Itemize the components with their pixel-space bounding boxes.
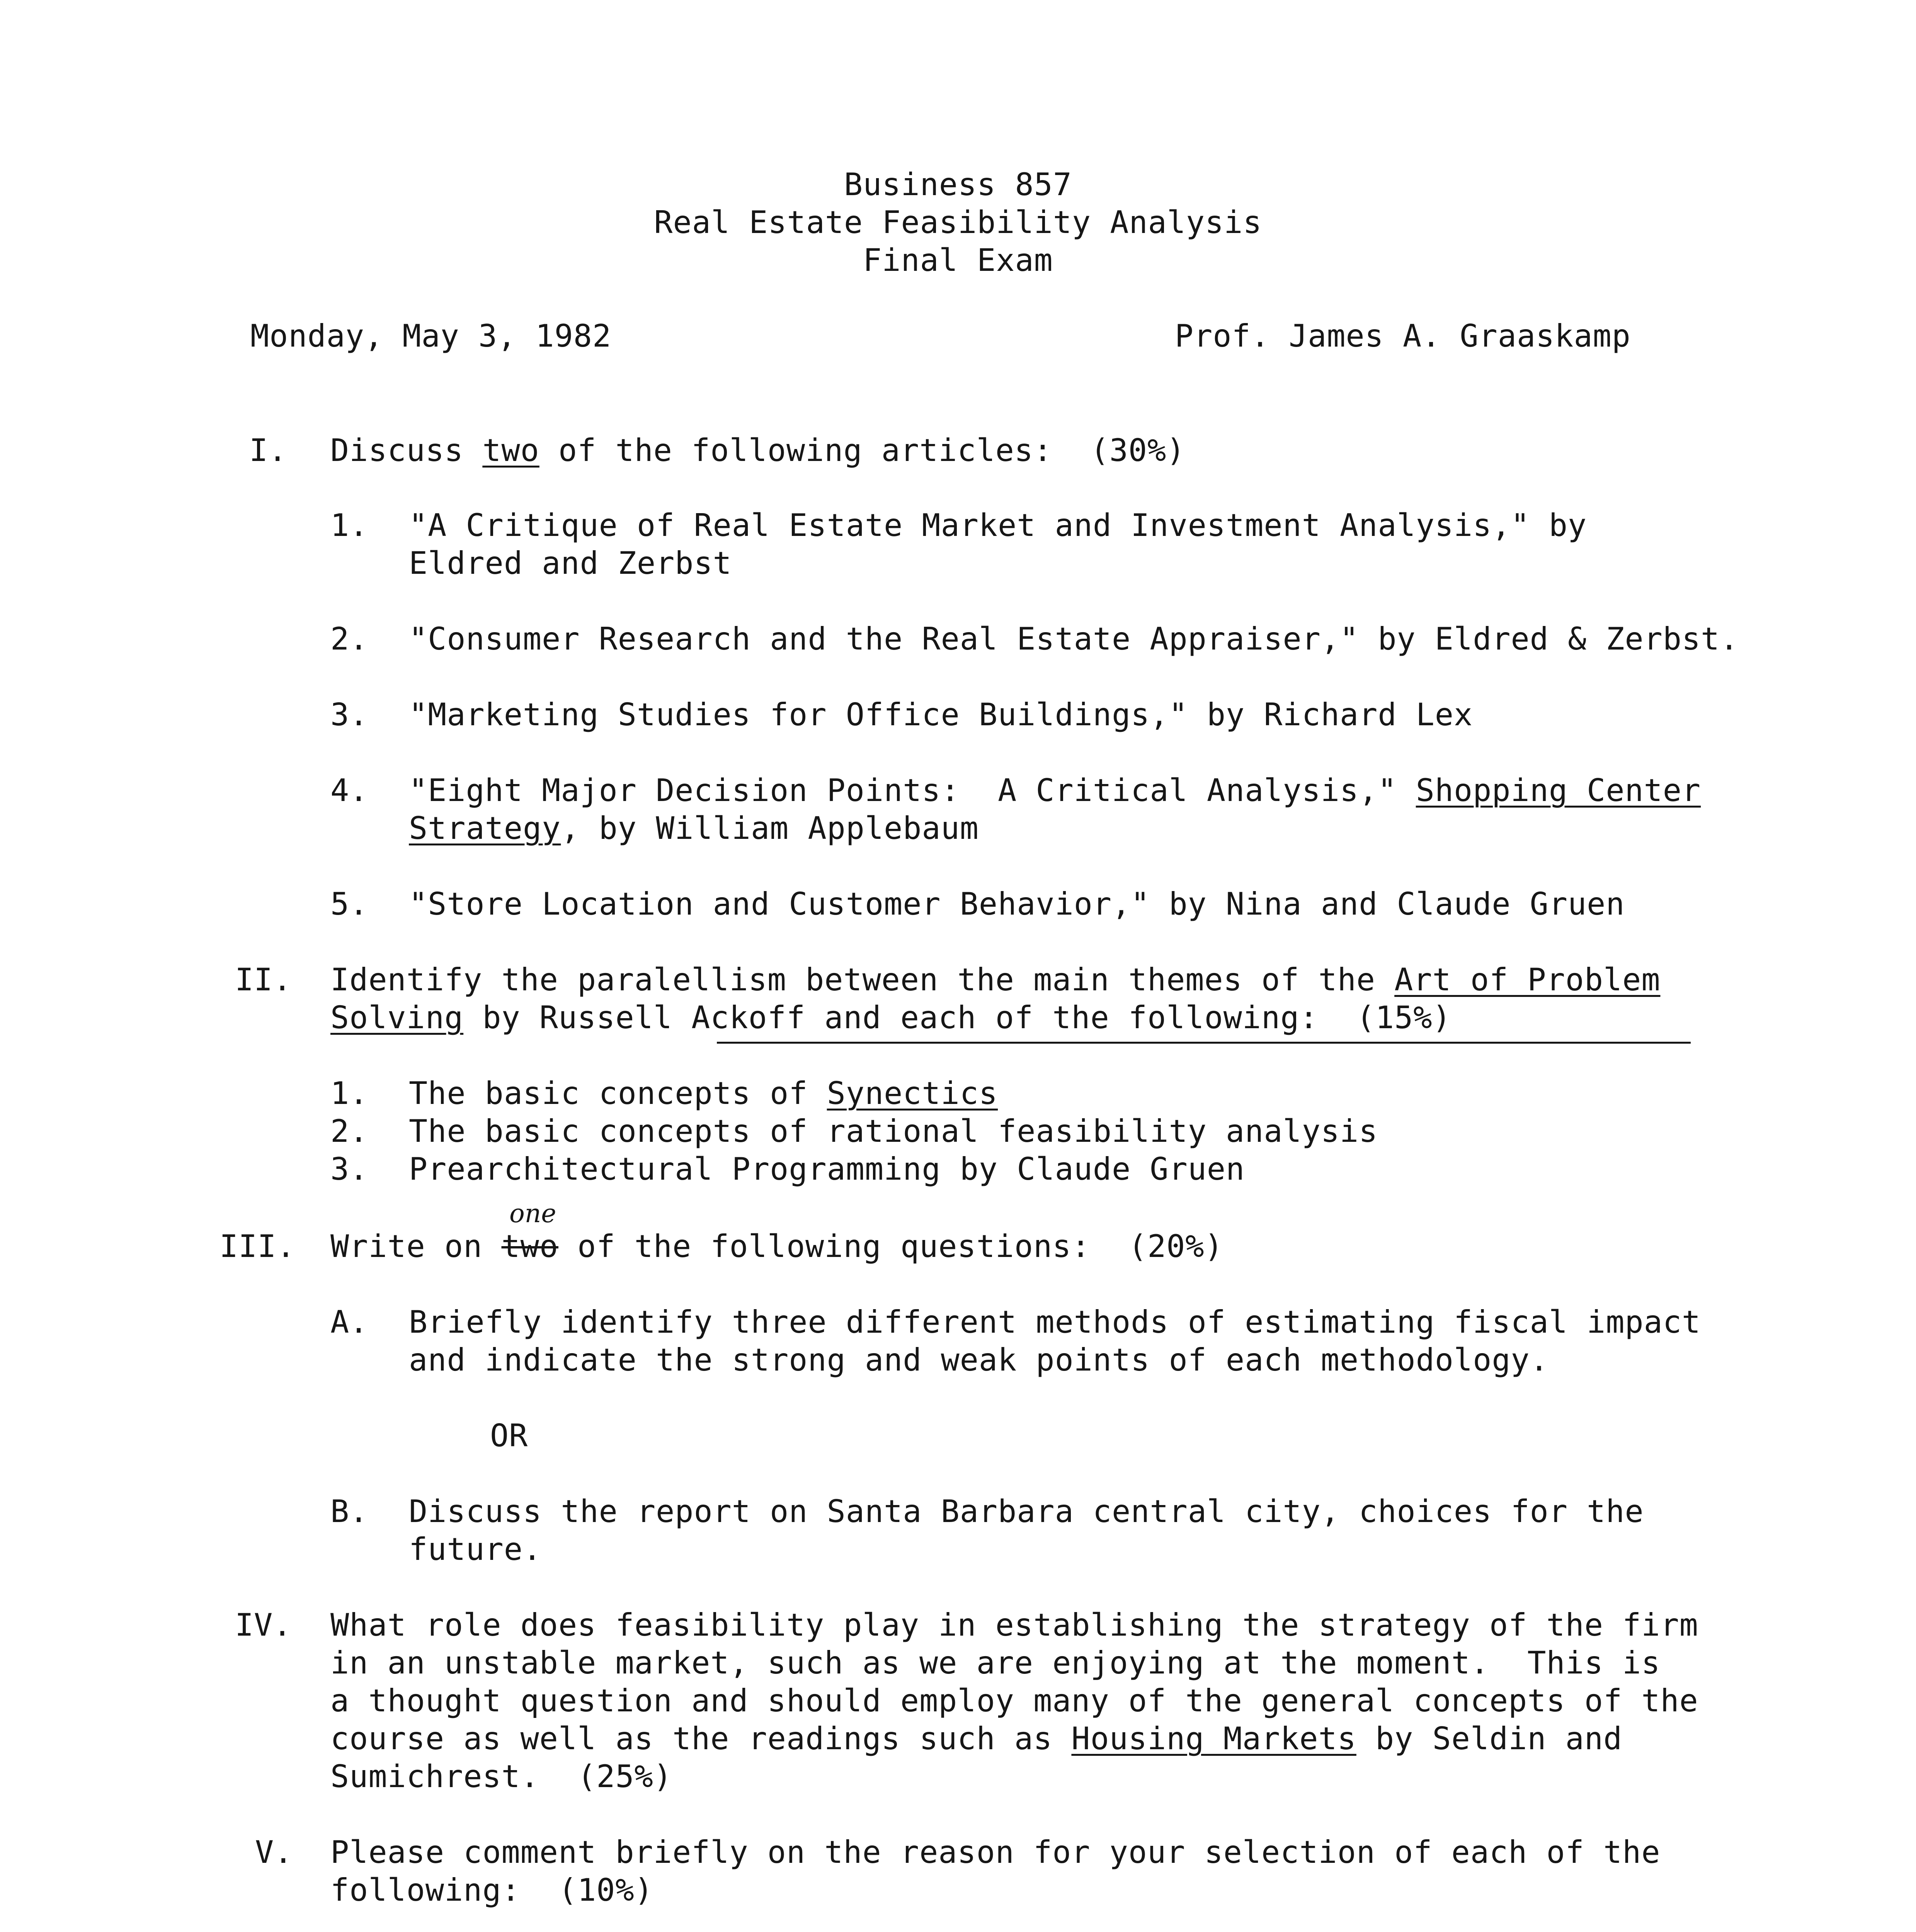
q1-item-1-line-2: Eldred and Zerbst [409,545,732,581]
course-title: Real Estate Feasibility Analysis [654,204,1262,240]
q3-option-a-line-2: and indicate the strong and weak points of each methodology. [409,1342,1549,1378]
q3-option-b-label: B. [330,1493,369,1529]
q2-line-2: Solving by Russell Ackoff and each of the following: (15%) [330,1000,1451,1036]
q1-item-4-number: 4. [330,772,369,808]
q2-item-1-text: The basic concepts of Synectics [409,1075,998,1111]
q1-item-5-number: 5. [330,886,369,922]
q2-item-2-number: 2. [330,1113,369,1149]
q2-number: II. [235,962,292,998]
q2-item-2-text: The basic concepts of rational feasibility analysis [409,1113,1378,1149]
q3-option-b-line-1: Discuss the report on Santa Barbara central city, choices for the [409,1493,1644,1529]
q1-number: I. [249,432,288,468]
q1-item-4-line-1: "Eight Major Decision Points: A Critical Analysis," Shopping Center [409,772,1701,808]
q2-line-1: Identify the paralellism between the main themes of the Art of Problem [330,962,1661,998]
q3-option-a-label: A. [330,1304,369,1340]
exam-date: Monday, May 3, 1982 [250,318,612,354]
q4-line-4: course as well as the readings such as Housing Markets by Seldin and [330,1721,1623,1757]
q4-line-1: What role does feasibility play in establishing the strategy of the firm [330,1607,1698,1643]
q3-or: OR [490,1418,528,1454]
q1-item-3-line-1: "Marketing Studies for Office Buildings," by Richard Lex [409,697,1473,733]
q1-item-1-number: 1. [330,507,369,543]
q4-number: IV. [235,1607,292,1643]
q3-handwritten-correction: one [509,1199,556,1228]
exam-title: Final Exam [863,242,1053,278]
q1-item-2-line-1: "Consumer Research and the Real Estate Appraiser," by Eldred & Zerbst. [409,621,1739,657]
q5-number: V. [255,1834,293,1870]
course-number: Business 857 [844,167,1072,202]
q4-line-5: Sumichrest. (25%) [330,1759,672,1794]
q4-line-3: a thought question and should employ many of the general concepts of the [330,1683,1698,1719]
q1-item-1-line-1: "A Critique of Real Estate Market and Investment Analysis," by [409,507,1587,543]
professor-name: Prof. James A. Graaskamp [1175,318,1631,354]
q1-prompt: Discuss two of the following articles: (30%) [330,432,1186,468]
q3-number: III. [220,1228,296,1264]
q1-item-5-line-1: "Store Location and Customer Behavior," by Nina and Claude Gruen [409,886,1625,922]
q4-line-2: in an unstable market, such as we are enjoying at the moment. This is [330,1645,1661,1681]
q1-item-3-number: 3. [330,697,369,733]
q1-item-2-number: 2. [330,621,369,657]
q2-item-3-number: 3. [330,1151,369,1187]
q3-option-b-line-2: future. [409,1531,542,1567]
q2-item-1-number: 1. [330,1075,369,1111]
q2-handwritten-underline [717,1042,1691,1044]
q5-line-1: Please comment briefly on the reason for your selection of each of the [330,1834,1661,1870]
q5-line-2: following: (10%) [330,1872,653,1908]
q3-option-a-line-1: Briefly identify three different methods of estimating fiscal impact [409,1304,1701,1340]
q1-item-4-line-2: Strategy, by William Applebaum [409,810,979,846]
q3-prompt: Write on two of the following questions: (20%) [330,1228,1223,1264]
q2-item-3-text: Prearchitectural Programming by Claude Gruen [409,1151,1245,1187]
